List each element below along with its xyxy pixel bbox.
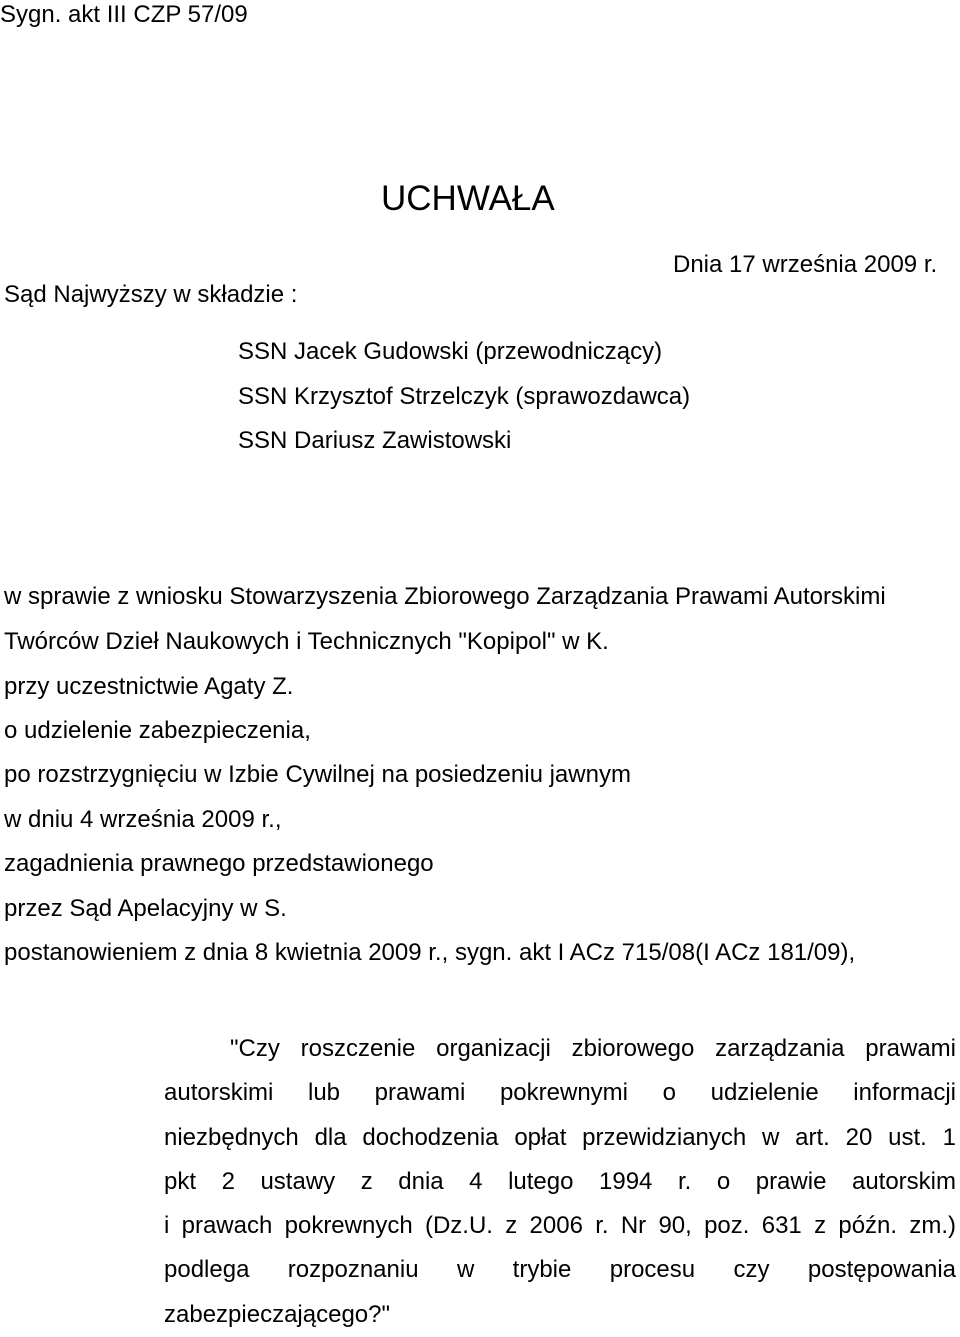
judge-presiding: SSN Jacek Gudowski (przewodniczący) [238, 338, 663, 365]
legal-question-line: pkt 2 ustawy z dnia 4 lutego 1994 r. o prawie autorskim [164, 1167, 956, 1195]
legal-question [164, 1027, 956, 1337]
court-composition-label: Sąd Najwyższy w składzie : [4, 281, 298, 308]
legal-question-line: "Czy roszczenie organizacji zbiorowego zarządzania prawami [230, 1035, 956, 1062]
case-line: Twórców Dzieł Naukowych i Technicznych "Kopipol" w K. [4, 628, 609, 655]
case-line: o udzielenie zabezpieczenia, [4, 717, 311, 744]
ruling-date: Dnia 17 września 2009 r. [673, 251, 938, 278]
case-line: przy uczestnictwie Agaty Z. [4, 673, 294, 700]
document-title: UCHWAŁA [381, 179, 555, 218]
judge-member: SSN Dariusz Zawistowski [238, 427, 512, 454]
legal-question-line: zabezpieczającego?" [164, 1300, 391, 1328]
legal-question-line: niezbędnych dla dochodzenia opłat przewidzianych w art. 20 ust. 1 [164, 1123, 956, 1151]
legal-question-line: autorskimi lub prawami pokrewnymi o udzielenie informacji [164, 1079, 956, 1107]
case-line: w sprawie z wniosku Stowarzyszenia Zbiorowego Zarządzania Prawami Autorskimi [4, 583, 886, 610]
case-line: przez Sąd Apelacyjny w S. [4, 895, 287, 922]
case-line: w dniu 4 września 2009 r., [4, 806, 282, 833]
legal-question-line: i prawach pokrewnych (Dz.U. z 2006 r. Nr 90, poz. 631 z późn. zm.) [164, 1212, 956, 1240]
case-reference: Sygn. akt III CZP 57/09 [0, 1, 248, 28]
legal-question-line: podlega rozpoznaniu w trybie procesu czy postępowania [164, 1256, 956, 1284]
case-line: po rozstrzygnięciu w Izbie Cywilnej na posiedzeniu jawnym [4, 761, 631, 788]
case-line: postanowieniem z dnia 8 kwietnia 2009 r., sygn. akt I ACz 715/08(I ACz 181/09), [4, 939, 856, 966]
judge-rapporteur: SSN Krzysztof Strzelczyk (sprawozdawca) [238, 383, 691, 410]
case-line: zagadnienia prawnego przedstawionego [4, 850, 434, 877]
